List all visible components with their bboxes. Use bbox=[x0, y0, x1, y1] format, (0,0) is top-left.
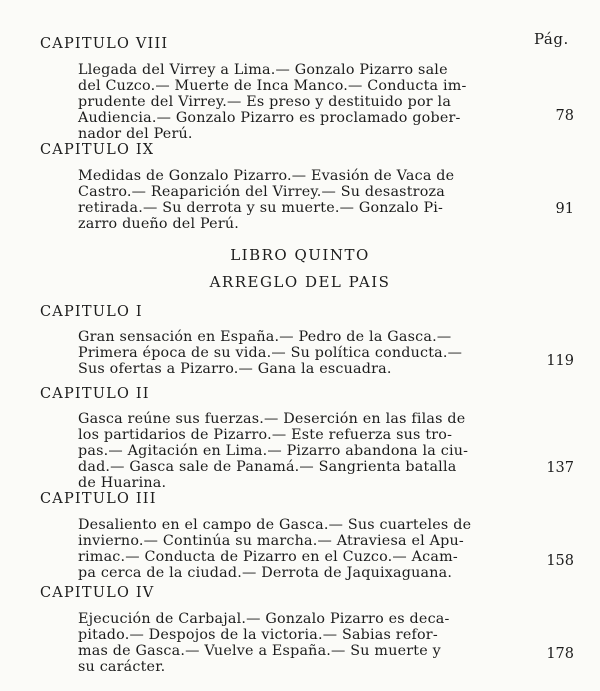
summary-line: del Cuzco.— Muerte de Inca Manco.— Conducta im- bbox=[78, 78, 467, 94]
chapter-summary bbox=[78, 329, 514, 377]
chapter-heading: CAPITULO IV bbox=[40, 585, 155, 601]
chapter-heading: CAPITULO III bbox=[40, 491, 157, 507]
chapter-heading: CAPITULO I bbox=[40, 304, 143, 320]
chapter-heading: CAPITULO IX bbox=[40, 142, 155, 158]
book-subtitle: ARREGLO DEL PAIS bbox=[209, 273, 391, 291]
summary-line: Gran sensación en España.— Pedro de la Gasca.— bbox=[78, 329, 452, 345]
summary-line: Desaliento en el campo de Gasca.— Sus cuarteles de bbox=[78, 517, 472, 533]
summary-line: de Huarina. bbox=[78, 475, 167, 491]
summary-line: prudente del Virrey.— Es preso y destituido por la bbox=[78, 94, 452, 110]
summary-line: mas de Gasca.— Vuelve a España.— Su muerte y bbox=[78, 643, 441, 659]
summary-line: Castro.— Reaparición del Virrey.— Su desastroza bbox=[78, 184, 445, 200]
chapter-summary bbox=[78, 411, 514, 491]
chapter-heading: CAPITULO II bbox=[40, 386, 150, 402]
summary-line: Gasca reúne sus fuerzas.— Deserción en las filas de bbox=[78, 411, 466, 427]
book-title: LIBRO QUINTO bbox=[230, 246, 370, 264]
summary-line: los partidarios de Pizarro.— Este refuerza sus tro- bbox=[78, 427, 453, 443]
summary-line: Ejecución de Carbajal.— Gonzalo Pizarro es deca- bbox=[78, 611, 450, 627]
summary-line: Llegada del Virrey a Lima.— Gonzalo Pizarro sale bbox=[78, 62, 448, 78]
summary-line: nador del Perú. bbox=[78, 126, 193, 142]
chapter-heading: CAPITULO VIII bbox=[40, 36, 169, 52]
page-column-header: Pág. bbox=[534, 30, 569, 48]
summary-line: pitado.— Despojos de la victoria.— Sabias refor- bbox=[78, 627, 438, 643]
chapter-summary bbox=[78, 611, 514, 675]
summary-line: retirada.— Su derrota y su muerte.— Gonzalo Pi- bbox=[78, 200, 444, 216]
page-number: 78 bbox=[555, 108, 574, 124]
summary-line: pas.— Agitación en Lima.— Pizarro abandona la ciu- bbox=[78, 443, 469, 459]
summary-line: Medidas de Gonzalo Pizarro.— Evasión de Vaca de bbox=[78, 168, 455, 184]
page-number: 158 bbox=[546, 553, 574, 569]
summary-line: dad.— Gasca sale de Panamá.— Sangrienta batalla bbox=[78, 459, 457, 475]
page-number: 178 bbox=[546, 646, 574, 662]
summary-line: Primera época de su vida.— Su política conducta.— bbox=[78, 345, 463, 361]
chapter-summary bbox=[78, 517, 514, 581]
page-number: 119 bbox=[546, 353, 574, 369]
summary-line: pa cerca de la ciudad.— Derrota de Jaquixaguana. bbox=[78, 565, 453, 581]
summary-line: invierno.— Continúa su marcha.— Atraviesa el Apu- bbox=[78, 533, 464, 549]
page-number: 137 bbox=[546, 460, 574, 476]
summary-line: Sus ofertas a Pizarro.— Gana la escuadra. bbox=[78, 361, 392, 377]
chapter-summary bbox=[78, 62, 514, 142]
summary-line: zarro dueño del Perú. bbox=[78, 216, 240, 232]
summary-line: rimac.— Conducta de Pizarro en el Cuzco.— Acam- bbox=[78, 549, 458, 565]
summary-line: Audiencia.— Gonzalo Pizarro es proclamado gober- bbox=[78, 110, 461, 126]
summary-line: su carácter. bbox=[78, 659, 166, 675]
chapter-summary bbox=[78, 168, 514, 232]
page-number: 91 bbox=[555, 201, 574, 217]
